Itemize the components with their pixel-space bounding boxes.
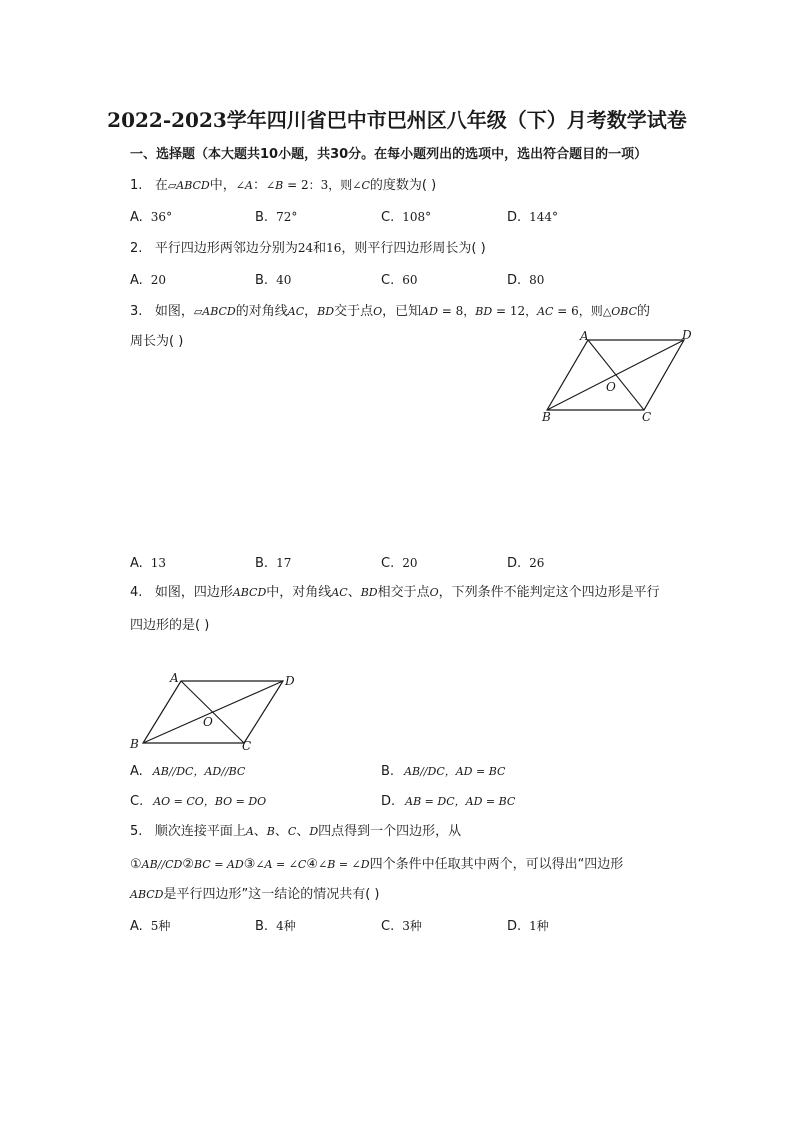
- q4-parallelogram-figure: [126, 668, 306, 758]
- q4-option-c[interactable]: C. AO = CO，BO = DO: [130, 794, 267, 809]
- q3-option-c[interactable]: C. 20: [381, 556, 418, 571]
- question-5-line2: ①AB//CD②BC = AD③∠A = ∠C④∠B = ∠D四个条件中任取其中两个，可以得出“四边形: [130, 857, 624, 872]
- q1-option-d[interactable]: D. 144°: [507, 210, 559, 225]
- q4-label-d: D: [285, 674, 295, 688]
- q3-option-b[interactable]: B. 17: [255, 556, 292, 571]
- question-4: 4. 如图，四边形ABCD中，对角线AC、BD相交于点O，下列条件不能判定这个四边形是平行: [130, 585, 660, 600]
- q2-option-b[interactable]: B. 40: [255, 273, 292, 288]
- q4-option-d[interactable]: D. AB = DC，AD = BC: [381, 794, 516, 809]
- question-3: 3. 如图，▱ABCD的对角线AC，BD交于点O，已知AD = 8，BD = 12，AC = 6，则△OBC的: [130, 304, 651, 319]
- q1-option-c[interactable]: C. 108°: [381, 210, 432, 225]
- q5-option-a[interactable]: A. 5种: [130, 919, 171, 934]
- q4-label-b: B: [130, 737, 139, 751]
- q4-label-a: A: [170, 671, 179, 685]
- q3-label-c: C: [642, 410, 652, 424]
- q5-option-b[interactable]: B. 4种: [255, 919, 296, 934]
- question-4-line2: 四边形的是( ): [130, 618, 210, 633]
- question-5-line3: ABCD是平行四边形”这一结论的情况共有( ): [130, 887, 380, 902]
- q2-option-a[interactable]: A. 20: [130, 273, 167, 288]
- q3-label-d: D: [682, 328, 692, 342]
- q4-label-c: C: [242, 739, 252, 753]
- q4-label-o: O: [203, 715, 213, 729]
- q4-diagonal-bd: [143, 681, 283, 743]
- question-3-line2: 周长为( ): [130, 334, 184, 349]
- q3-label-b: B: [542, 410, 551, 424]
- q3-label-a: A: [580, 329, 589, 343]
- question-5: 5. 顺次连接平面上A、B、C、D四点得到一个四边形，从: [130, 824, 462, 839]
- q3-option-d[interactable]: D. 26: [507, 556, 545, 571]
- q1-option-b[interactable]: B. 72°: [255, 210, 298, 225]
- question-2: 2. 平行四边形两邻边分别为24和16，则平行四边形周长为( ): [130, 241, 486, 256]
- exam-title: 2022-2023学年四川省巴中市巴州区八年级（下）月考数学试卷: [107, 108, 687, 132]
- q4-option-a[interactable]: A. AB//DC，AD//BC: [130, 764, 246, 779]
- q5-option-c[interactable]: C. 3种: [381, 919, 422, 934]
- q1-option-a[interactable]: A. 36°: [130, 210, 173, 225]
- q2-option-c[interactable]: C. 60: [381, 273, 418, 288]
- q2-option-d[interactable]: D. 80: [507, 273, 545, 288]
- q3-parallelogram-figure: [530, 326, 700, 426]
- q4-option-b[interactable]: B. AB//DC，AD = BC: [381, 764, 506, 779]
- q5-option-d[interactable]: D. 1种: [507, 919, 549, 934]
- question-1: 1. 在▱ABCD中，∠A：∠B = 2：3，则∠C的度数为( ): [130, 178, 437, 193]
- section-heading: 一、选择题（本大题共10小题，共30分。在每小题列出的选项中，选出符合题目的一项）: [130, 147, 648, 162]
- q3-label-o: O: [606, 380, 616, 394]
- q3-option-a[interactable]: A. 13: [130, 556, 167, 571]
